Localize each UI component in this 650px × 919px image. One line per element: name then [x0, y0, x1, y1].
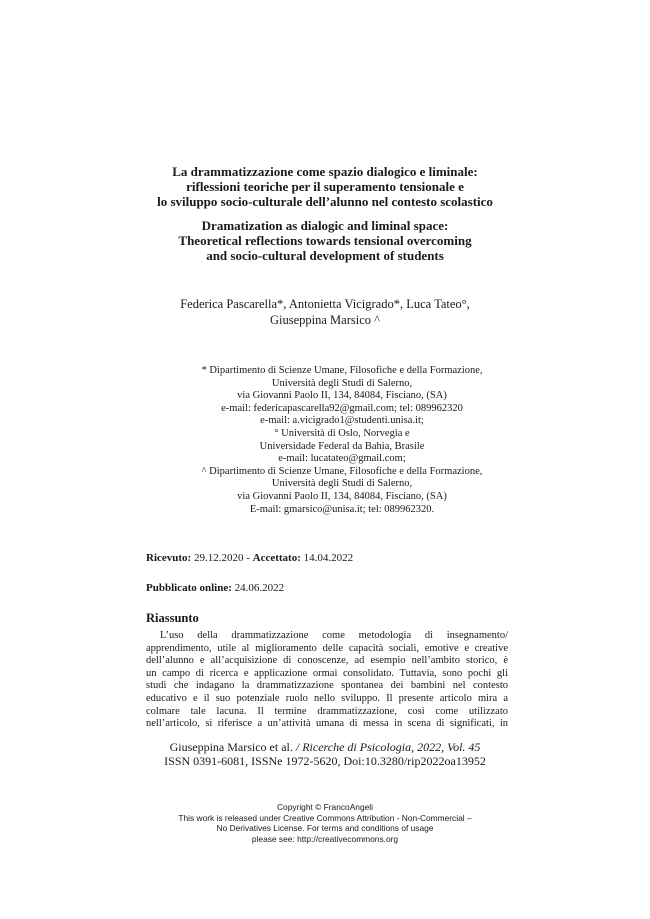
published-label: Pubblicato online:	[146, 582, 232, 594]
abstract-line: colmare tale lacuna. Il termine drammatizzazione, così come utilizzato	[146, 705, 508, 717]
affiliation-line: Universidade Federal da Bahia, Brasile	[259, 440, 425, 452]
title-it-line: lo sviluppo socio-culturale dell’alunno nel contesto scolastico	[157, 194, 493, 209]
title-en-line: and socio-cultural development of students	[206, 248, 444, 263]
affiliation-line: via Giovanni Paolo II, 134, 84084, Fisciano, (SA)	[237, 390, 447, 402]
italian-title	[0, 164, 650, 209]
affiliation-line: e-mail: a.vicigrado1@studenti.unisa.it;	[260, 415, 424, 427]
accepted-date: 14.04.2022	[303, 552, 354, 564]
citation-authors: Giuseppina Marsico et al.	[169, 740, 293, 754]
abstract-heading: Riassunto	[146, 611, 199, 625]
abstract-body	[146, 630, 508, 731]
title-it-line: La drammatizzazione come spazio dialogico e liminale:	[172, 164, 478, 179]
citation-footer	[0, 740, 650, 768]
date-separator: -	[246, 552, 250, 564]
title-en-line: Theoretical reflections towards tensional overcoming	[178, 233, 472, 248]
abstract-line: apprendimento, utile al miglioramento delle capacità sociali, emotive e creative	[146, 642, 508, 654]
author-line: Giuseppina Marsico ^	[269, 313, 380, 327]
citation-issn: ISSN 0391-6081, ISSNe 1972-5620, Doi:10.3280/rip2022oa13952	[164, 754, 486, 768]
received-accepted-line	[146, 552, 353, 565]
title-en-line: Dramatization as dialogic and liminal space:	[201, 218, 449, 233]
abstract-line: educativo e il suo potenziale ruolo nello sviluppo. Il presente articolo mira a	[146, 692, 508, 704]
affiliation-line: e-mail: lucatateo@gmail.com;	[278, 453, 406, 465]
published-line	[146, 582, 284, 595]
affiliation-line: Università degli Studi di Salerno,	[271, 377, 413, 389]
license-link-line: please see: http://creativecommons.org	[251, 833, 399, 844]
abstract-line: nell’articolo, si riferisce a un’attività umana di messa in scena di significati, in	[146, 718, 508, 730]
abstract-line: un campo di ricerca e applicazione ormai consolidato. Tuttavia, sono pochi gli	[146, 667, 508, 679]
affiliations	[132, 365, 552, 516]
affiliation-line: e-mail: federicapascarella92@gmail.com; tel: 089962320	[221, 402, 463, 414]
affiliation-line: Università degli Studi di Salerno,	[271, 478, 413, 490]
english-title	[0, 218, 650, 263]
citation-journal: / Ricerche di Psicologia, 2022, Vol. 45	[295, 740, 481, 754]
accepted-label: Accettato:	[252, 552, 301, 564]
received-label: Ricevuto:	[146, 552, 192, 564]
affiliation-line: E-mail: gmarsico@unisa.it; tel: 089962320.	[249, 503, 435, 515]
affiliation-line: ^ Dipartimento di Scienze Umane, Filosofiche e della Formazione,	[201, 465, 483, 477]
author-line: Federica Pascarella*, Antonietta Vicigrado*, Luca Tateo°,	[180, 297, 470, 311]
copyright-notice	[0, 802, 650, 844]
affiliation-line: * Dipartimento di Scienze Umane, Filosofiche e della Formazione,	[201, 365, 483, 376]
affiliation-line: via Giovanni Paolo II, 134, 84084, Fisciano, (SA)	[237, 490, 447, 502]
abstract-line: L’uso della drammatizzazione come metodologia di insegnamento/	[160, 630, 508, 641]
citation-line	[0, 740, 650, 754]
received-date: 29.12.2020	[193, 552, 244, 564]
license-line: This work is released under Creative Commons Attribution - Non-Commercial –	[178, 812, 472, 823]
author-list	[0, 296, 650, 328]
affiliation-line: ° Università di Oslo, Norvegia e	[274, 427, 410, 439]
abstract-line: studi che indagano la drammatizzazione spontanea dei bambini nel contesto	[146, 680, 508, 692]
abstract-line: dell’alunno e all’acquisizione di conoscenze, ad esempio nell’ambito storico, è	[146, 655, 508, 667]
published-date: 24.06.2022	[234, 582, 285, 594]
title-it-line: riflessioni teoriche per il superamento tensionale e	[186, 179, 464, 194]
license-line: No Derivatives License. For terms and conditions of usage	[216, 823, 434, 833]
copyright-line: Copyright © FrancoAngeli	[276, 802, 373, 812]
